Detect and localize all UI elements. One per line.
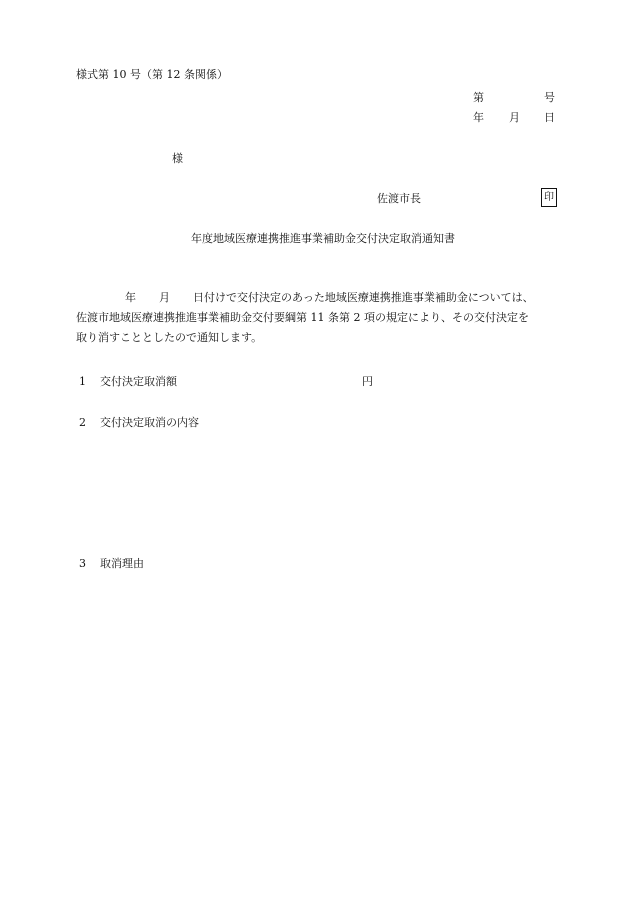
- item-2-number: 2: [79, 416, 86, 429]
- item-1-number: 1: [79, 375, 86, 388]
- item-2-label: 交付決定取消の内容: [100, 416, 199, 429]
- intro-year-label: 年: [125, 291, 136, 304]
- notice-body-line-3: 取り消すこととしたので通知します。: [76, 331, 263, 344]
- seal-mark: 印: [541, 188, 557, 207]
- item-3-number: 3: [79, 557, 86, 570]
- addressee-honorific: 様: [172, 152, 183, 165]
- form-label: 様式第 10 号（第 12 条関係）: [76, 68, 228, 81]
- issuer-title: 佐渡市長: [377, 192, 421, 205]
- intro-month-label: 月: [159, 291, 170, 304]
- document-number-prefix: 第: [473, 91, 484, 104]
- date-year-label: 年: [473, 111, 484, 124]
- intro-text: 日付けで交付決定のあった地域医療連携推進事業補助金については、: [193, 291, 534, 304]
- date-day-label: 日: [544, 111, 555, 124]
- notice-body-line-2: 佐渡市地域医療連携推進事業補助金交付要綱第 11 条第 2 項の規定により、その交付決定を: [76, 311, 529, 324]
- item-1-label: 交付決定取消額: [100, 375, 177, 388]
- item-3-label: 取消理由: [100, 557, 144, 570]
- document-title: 年度地域医療連携推進事業補助金交付決定取消通知書: [191, 232, 455, 245]
- notice-body-line-1: [76, 291, 558, 311]
- date-month-label: 月: [509, 111, 520, 124]
- document-number-suffix: 号: [544, 91, 555, 104]
- item-1-unit: 円: [362, 375, 373, 388]
- notice-body: [76, 291, 558, 351]
